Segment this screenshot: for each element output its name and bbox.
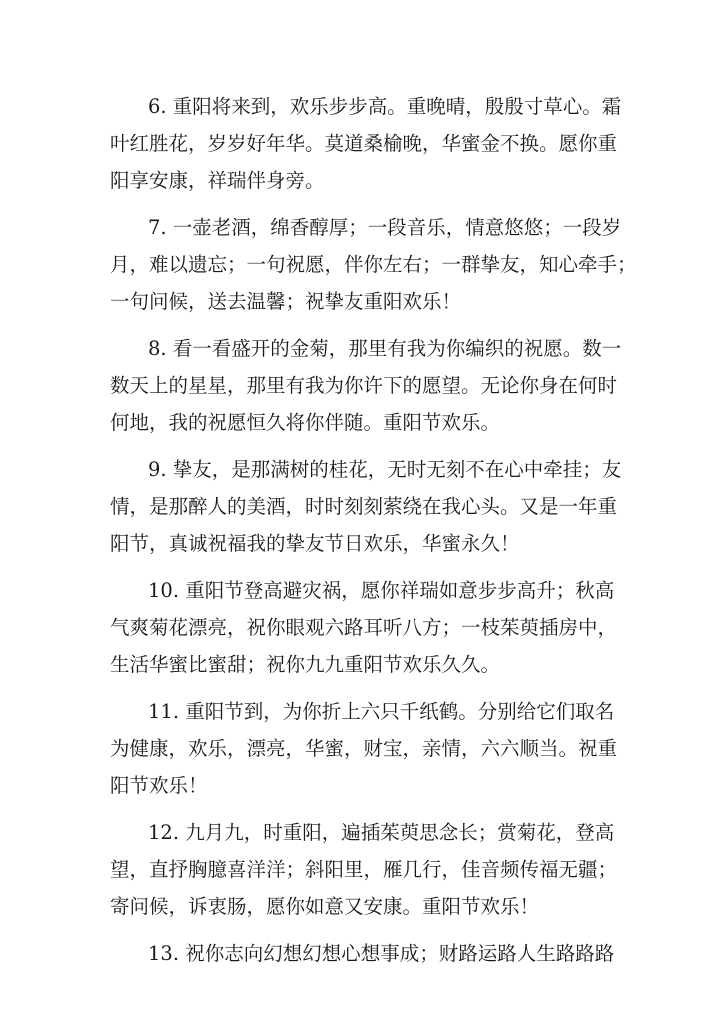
document-body	[110, 88, 637, 972]
paragraph	[110, 572, 618, 683]
paragraph	[110, 451, 622, 562]
text-line: 望，直抒胸臆喜洋洋；斜阳里，雁几行，佳音频传福无疆；	[110, 858, 618, 881]
text-line: 情，是那醉人的美酒，时时刻刻萦绕在我心头。又是一年重	[110, 495, 618, 518]
text-line: 数天上的星星，那里有我为你许下的愿望。无论你身在何时	[110, 374, 618, 397]
text-line: 气爽菊花漂亮，祝你眼观六路耳听八方；一枝茱萸插房中，	[110, 616, 618, 639]
text-line: 11. 重阳节到，为你折上六只千纸鹤。分别给它们取名	[148, 700, 615, 723]
text-line: 7. 一壶老酒，绵香醇厚；一段音乐，情意悠悠；一段岁	[148, 216, 622, 239]
text-line: 一句问候，送去温馨；祝挚友重阳欢乐！	[110, 290, 462, 313]
text-line: 10. 重阳节登高避灾祸，愿你祥瑞如意步步高升；秋高	[148, 579, 615, 602]
paragraph	[110, 88, 622, 199]
text-line: 为健康，欢乐，漂亮，华蜜，财宝，亲情，六六顺当。祝重	[110, 737, 618, 760]
text-line: 9. 挚友，是那满树的桂花，无时无刻不在心中牵挂；友	[148, 458, 622, 481]
text-line: 寄问候，诉衷肠，愿你如意又安康。重阳节欢乐！	[110, 895, 540, 918]
document-page	[110, 88, 637, 982]
text-line: 阳节欢乐！	[110, 774, 208, 797]
text-line: 8. 看一看盛开的金菊，那里有我为你编织的祝愿。数一	[148, 337, 622, 360]
text-line: 12. 九月九，时重阳，遍插茱萸思念长；赏菊花，登高	[148, 821, 615, 844]
text-line: 13. 祝你志向幻想幻想心想事成；财路运路人生路路路	[148, 942, 615, 965]
text-line: 叶红胜花，岁岁好年华。莫道桑榆晚，华蜜金不换。愿你重	[110, 132, 618, 155]
text-line: 阳节，真诚祝福我的挚友节日欢乐，华蜜永久！	[110, 532, 520, 555]
paragraph	[110, 935, 615, 972]
text-line: 何地，我的祝愿恒久将你伴随。重阳节欢乐。	[110, 411, 501, 434]
text-line: 6. 重阳将来到，欢乐步步高。重晚晴，殷殷寸草心。霜	[148, 95, 622, 118]
paragraph	[110, 330, 622, 441]
paragraph	[110, 693, 618, 804]
paragraph	[110, 209, 637, 320]
text-line: 生活华蜜比蜜甜；祝你九九重阳节欢乐久久。	[110, 653, 501, 676]
text-line: 月，难以遗忘；一句祝愿，伴你左右；一群挚友，知心牵手；	[110, 253, 637, 276]
text-line: 阳享安康，祥瑞伴身旁。	[110, 169, 325, 192]
paragraph	[110, 814, 618, 925]
